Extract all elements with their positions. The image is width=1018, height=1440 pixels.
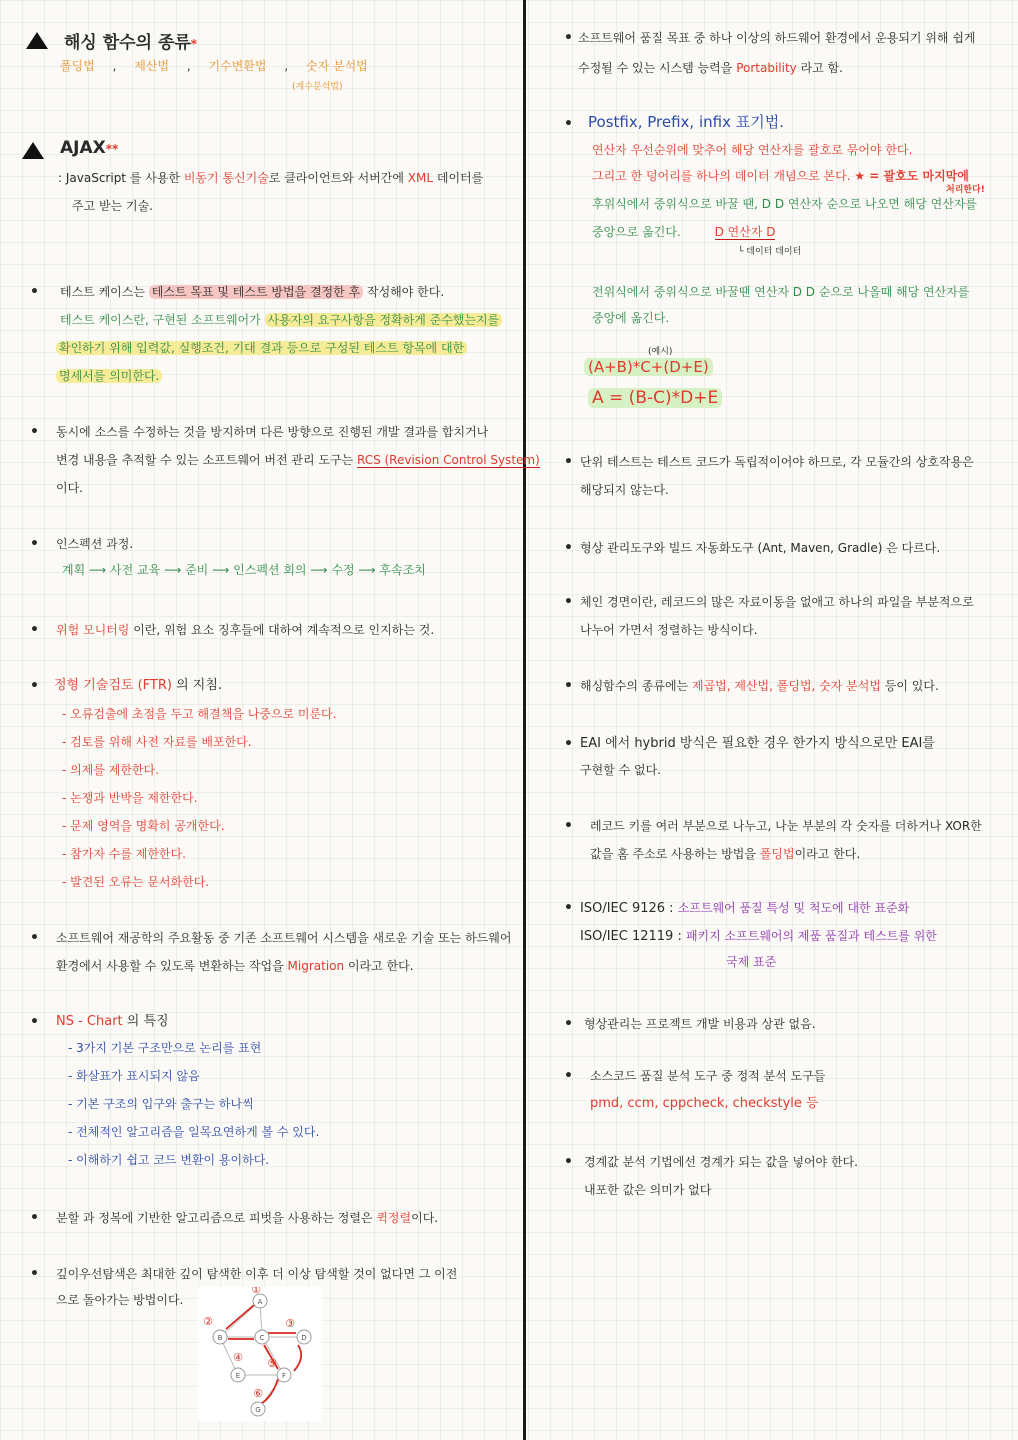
graph-node: A	[257, 1298, 263, 1306]
iso-12119-cont: 국제 표준	[726, 955, 777, 969]
example-expression-1: (A+B)*C+(D+E)	[584, 356, 713, 378]
bullet-dot-icon: •	[30, 536, 39, 552]
graph-node: C	[259, 1334, 265, 1342]
ftr-title: 정형 기술검토 (FTR) 의 지침.	[54, 678, 223, 693]
bullet-dot-icon: •	[30, 424, 39, 440]
list-item: - 발견된 오류는 문서화한다.	[62, 875, 210, 889]
static-analysis-tools: pmd, ccm, cppcheck, checkstyle 등	[590, 1096, 819, 1111]
bullet-dot-icon: •	[564, 900, 573, 916]
postfix-line-1: 연산자 우선순위에 맞추어 해당 연산자를 괄호로 묶어야 한다.	[592, 143, 913, 157]
graph-step: ④	[233, 1351, 243, 1364]
boundary-line-2: 내포한 값은 의미가 없다	[584, 1183, 712, 1197]
testcase-note: 테스트 케이스는 테스트 목표 및 테스트 방법을 결정한 후 작성해야 한다.	[60, 285, 445, 299]
iso-9126: ISO/IEC 9126 : 소프트웨어 품질 특성 및 척도에 대한 표준화	[580, 901, 910, 916]
ajax-desc-2: 주고 받는 기술.	[72, 199, 153, 213]
list-item: - 전체적인 알고리즘을 일목요연하게 볼 수 있다.	[68, 1125, 320, 1139]
portability-line-1: 소프트웨어 품질 목표 중 하나 이상의 하드웨어 환경에서 운용되기 위해 쉽게	[578, 31, 976, 45]
list-item: - 이해하기 쉽고 코드 변환이 용이하다.	[68, 1153, 270, 1167]
rcs-line-2: 변경 내용을 추적할 수 있는 소프트웨어 버전 관리 도구는 RCS (Revision Control System)	[56, 453, 540, 467]
folding-line-1: 레코드 키를 여러 부분으로 나누고, 나눈 부분의 각 숫자를 더하거나 XOR한	[590, 819, 982, 833]
build-tools-line: 형상 관리도구와 빌드 자동화도구 (Ant, Maven, Gradle) 은 다르다.	[580, 541, 941, 555]
eai-line-2: 구현할 수 없다.	[580, 763, 661, 777]
unit-test-line-2: 해당되지 않는다.	[580, 483, 669, 497]
inspection-title: 인스펙션 과정.	[56, 537, 134, 551]
hash-method: 폴딩법	[60, 59, 95, 73]
list-item: - 오류검출에 초점을 두고 해결책을 나중으로 미룬다.	[62, 707, 337, 721]
ajax-title: AJAX**	[60, 138, 119, 158]
risk-monitoring: 위험 모니터링 이란, 위험 요소 징후들에 대하여 계속적으로 인지하는 것.	[56, 623, 435, 637]
testcase-def-3: 명세서를 의미한다.	[56, 362, 162, 390]
graph-step: ①	[251, 1287, 261, 1296]
graph-node: G	[255, 1406, 261, 1414]
postfix-line-2: 그리고 한 덩어리를 하나의 데이터 개념으로 본다. ★ = 괄호도 마지막에	[592, 169, 969, 183]
list-item: - 논쟁과 반박을 제한한다.	[62, 791, 198, 805]
triangle-bullet-icon	[22, 142, 44, 159]
example-expression-2: A = (B-C)*D+E	[588, 386, 722, 410]
hash-types-line: 해싱함수의 종류에는 제곱법, 제산법, 폴딩법, 숫자 분석법 등이 있다.	[580, 679, 939, 693]
hash-method: 숫자 분석법	[305, 59, 368, 73]
graph-step: ②	[203, 1315, 213, 1328]
bullet-dot-icon: •	[564, 594, 573, 610]
bullet-dot-icon: •	[564, 736, 573, 752]
graph-step: ⑤	[267, 1357, 277, 1370]
graph-node: B	[217, 1334, 223, 1342]
hash-note: (계수분석법)	[292, 82, 343, 92]
bullet-dot-icon: •	[564, 30, 573, 46]
unit-test-line-1: 단위 테스트는 테스트 코드가 독립적이어야 하므로, 각 모듈간의 상호작용은	[580, 455, 974, 469]
config-mgmt-line: 형상관리는 프로젝트 개발 비용과 상관 없음.	[584, 1017, 816, 1031]
bullet-dot-icon: •	[564, 1016, 573, 1032]
ftr-list	[62, 700, 336, 896]
list-item: - 문제 영역을 명확히 공개한다.	[62, 819, 225, 833]
ns-list	[68, 1034, 319, 1174]
folding-line-2: 값을 홈 주소로 사용하는 방법을 폴딩법이라고 한다.	[590, 847, 861, 861]
quicksort-note: 분할 과 정복에 기반한 알고리즘으로 피벗을 사용하는 정렬은 퀵정렬이다.	[56, 1211, 439, 1225]
postfix-title: Postfix, Prefix, infix 표기법.	[588, 113, 784, 131]
migration-line-2: 환경에서 사용할 수 있도록 변환하는 작업을 Migration 이라고 한다.	[56, 959, 414, 973]
prefix-line-1: 전위식에서 중위식으로 바꿀땐 연산자 D D 순으로 나올때 해당 연산자를	[592, 285, 970, 299]
hash-methods: 폴딩법 , 제산법 , 기수변환법 , 숫자 분석법	[60, 59, 368, 73]
static-analysis-line-1: 소스코드 품질 분석 도구 중 정적 분석 도구들	[590, 1069, 826, 1083]
inspection-steps: 계획 ⟶ 사전 교육 ⟶ 준비 ⟶ 인스펙션 회의 ⟶ 수정 ⟶ 후속조치	[62, 563, 426, 577]
iso-12119: ISO/IEC 12119 : 패키지 소프트웨어의 제품 품질과 테스트를 위한	[580, 929, 937, 944]
list-item: - 참가자 수를 제한한다.	[62, 847, 186, 861]
list-item: - 3가지 기본 구조만으로 논리를 표현	[68, 1041, 262, 1055]
rcs-line-3: 이다.	[56, 481, 83, 495]
example-label: (예시)	[648, 347, 673, 357]
graph-node: D	[301, 1334, 307, 1342]
graph-step: ⑥	[253, 1387, 263, 1400]
bullet-dot-icon: •	[564, 116, 573, 132]
list-item: - 의제를 제한한다.	[62, 763, 159, 777]
list-item: - 기본 구조의 입구와 출구는 하나씩	[68, 1097, 254, 1111]
graph-node: E	[235, 1372, 241, 1380]
bullet-dot-icon: •	[564, 454, 573, 470]
portability-line-2: 수정될 수 있는 시스템 능력을 Portability 라고 함.	[578, 61, 843, 75]
boundary-line-1: 경계값 분석 기법에선 경계가 되는 값을 넣어야 한다.	[584, 1155, 858, 1169]
bullet-dot-icon: •	[30, 1266, 39, 1282]
list-item: - 검토를 위해 사전 자료를 배포한다.	[62, 735, 252, 749]
postfix-data-label: └ 데이터 데이터	[738, 247, 802, 257]
hash-method: 기수변환법	[208, 59, 267, 73]
bullet-dot-icon: •	[30, 1014, 39, 1030]
bullet-dot-icon: •	[30, 678, 39, 694]
hash-title: 해싱 함수의 종류*	[64, 33, 198, 53]
chain-line-2: 나누어 가면서 정렬하는 방식이다.	[580, 623, 758, 637]
chain-line-1: 체인 경면이란, 레코드의 많은 자료이동을 없애고 하나의 파일을 부분적으로	[580, 595, 974, 609]
eai-line-1: EAI 에서 hybrid 방식은 필요한 경우 한가지 방식으로만 EAI를	[580, 736, 935, 751]
postfix-note: 처리한다!	[946, 185, 985, 195]
column-divider	[523, 0, 526, 1440]
bullet-dot-icon: •	[564, 818, 573, 834]
postfix-line-3: 후위식에서 중위식으로 바꿀 땐, D D 연산자 순으로 나오면 해당 연산자를	[592, 197, 978, 211]
dfs-graph-diagram	[198, 1287, 322, 1421]
bullet-dot-icon: •	[564, 1068, 573, 1084]
rcs-line-1: 동시에 소스를 수정하는 것을 방지하며 다른 방향으로 진행된 개발 결과를 합치거나	[56, 425, 489, 439]
migration-line-1: 소프트웨어 재공학의 주요활동 중 기존 소프트웨어 시스템을 새로운 기술 또는 하드웨어	[56, 931, 512, 945]
prefix-line-2: 중앙에 옮긴다.	[592, 311, 670, 325]
bullet-dot-icon: •	[30, 930, 39, 946]
graph-node: F	[281, 1372, 287, 1380]
ajax-desc: : JavaScript 를 사용한 비동기 통신기술로 클라이언트와 서버간에 XML 데이터를	[58, 171, 484, 185]
ns-title: NS - Chart 의 특징	[56, 1014, 169, 1029]
bullet-dot-icon: •	[30, 622, 39, 638]
dfs-line-2: 으로 돌아가는 방법이다.	[56, 1293, 184, 1307]
bullet-dot-icon: •	[564, 540, 573, 556]
bullet-dot-icon: •	[30, 1210, 39, 1226]
hash-method: 제산법	[134, 59, 170, 73]
triangle-bullet-icon	[26, 32, 48, 49]
dfs-line-1: 깊이우선탐색은 최대한 깊이 탐색한 이후 더 이상 탐색할 것이 없다면 그 이전	[56, 1267, 458, 1281]
dfs-graph-svg	[198, 1287, 322, 1421]
graph-step: ③	[285, 1317, 295, 1330]
postfix-line-4: 중앙으로 옮긴다. D 연산자 D	[592, 225, 776, 239]
testcase-def-2: 확인하기 위해 입력값, 실행조건, 기대 결과 등으로 구성된 테스트 항목에 대한	[56, 334, 467, 362]
bullet-dot-icon: •	[564, 678, 573, 694]
bullet-dot-icon: •	[564, 1154, 573, 1170]
bullet-dot-icon: •	[30, 284, 39, 300]
list-item: - 화살표가 표시되지 않음	[68, 1069, 200, 1083]
testcase-def-1: 테스트 케이스란, 구현된 소프트웨어가 사용자의 요구사항을 정확하게 준수했는지를	[60, 306, 502, 334]
